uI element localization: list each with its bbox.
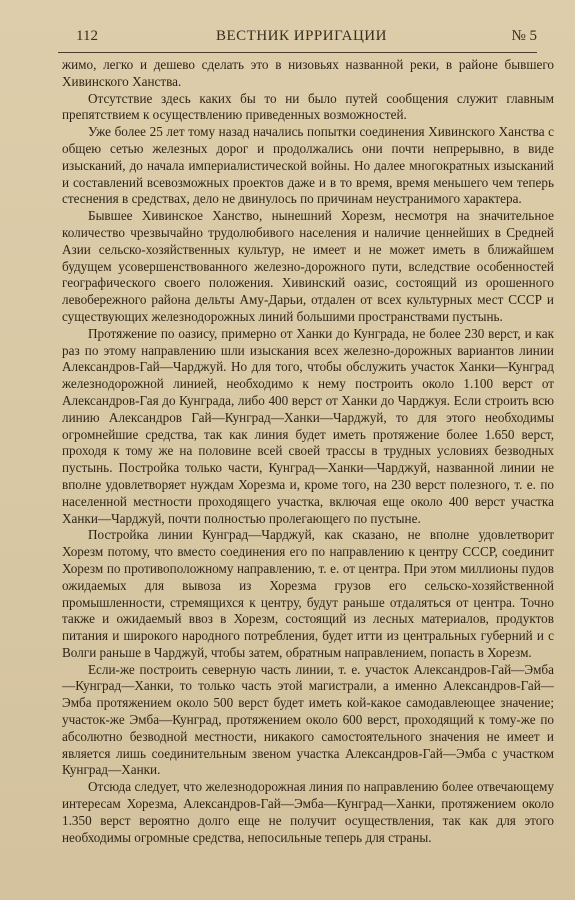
journal-title: ВЕСТНИК ИРРИГАЦИИ [216,28,387,44]
issue-number: № 5 [511,28,537,44]
running-header [58,28,545,50]
paragraph-continuation: жимо, легко и дешево сделать это в низовьях названной реки, в районе бывшего Хивинского Ханства. [62,57,554,89]
paragraph: Протяжение по оазису, примерно от Ханки до Кунграда, не более 230 верст, и как раз по этому направлению шли изыскания всех железно-дорожных вариантов линии Александров-Гай—Чарджуй. Но для того, чтобы обслужить участок Ханки—Кунград железнодорожной линией, необходимо к нему построить около 1.100 верст от Александров-Гая до Кунграда, либо 400 верст от Ханки до Чарджуя. Если строить всю линию Александров Гай—Кунград—Ханки—Чарджуй, то для этого необходимы огромнейшие средства, так как линия будет иметь протяжение более 1.650 верст, проходя к тому же на половине всей своей трассы в трудных условиях безводных пустынь. Постройка только части, Кунград—Ханки—Чарджуй, названной линии не вполне удовлетворяет нуждам Хорезма и, кроме того, на 230 верст полезного, т. е. по населенной местности проходящего участка, включая еще около 400 верст участка Ханки—Чарджуй, почти полностью пролегающего по пустыне. [62,325,554,526]
paragraph: Отсюда следует, что железнодорожная линия по направлению более отвечающему интересам Хорезма, Александров-Гай—Эмба—Кунград—Ханки, протяжением около 1.350 верст вероятно долго еще не получит осуществления, так как для этого необходимы огромные средства, непосильные теперь для страны. [62,779,554,845]
paragraph: Постройка линии Кунград—Чарджуй, как сказано, не вполне удовлетворит Хорезм потому, что вместо соединения его по направлению к центру СССР, соединит Хорезм по противоположному направлению, т. е. от центра. При этом миллионы пудов ожидаемых для вывоза из Хорезма грузов его сельско-хозяйственной промышленности, стремящихся к центру, будут раньше отдаляться от центра. Точно также и ожидаемый ввоз в Хорезм, состоящий из лесных материалов, продуктов питания и широкого народного потребления, будет итти из центральных губерний и с Волги раньше в Чарджуй, чтобы затем, обратным направлением, попасть в Хорезм. [62,527,554,660]
page-number: 112 [76,28,98,44]
paragraph: Если-же построить северную часть линии, т. е. участок Александров-Гай—Эмба—Кунград—Ханки, то только часть этой магистрали, а именно Александров-Гай—Эмба протяжением около 500 верст будет иметь кой-какое самодавлеющее значение; участок-же Эмба—Кунград, протяжением около 600 верст, проходящий к тому-же по абсолютно безводной местности, никакого самостоятельного значения не имеет и является лишь соединительным звеном участка Александров-Гай—Эмба с участком Кунград—Ханки. [62,661,554,778]
paragraph: Отсутствие здесь каких бы то ни было путей сообщения служит главным препятствием к осуществлению приведенных возможностей. [62,90,554,123]
paragraph: Бывшее Хивинское Ханство, нынешний Хорезм, несмотря на значительное количество чрезвычайно трудолюбивого населения и наличие ценнейших в Средней Азии сельско-хозяйственных культур, не имеет и не может иметь в ближайшем будущем усовершенствованного железно-дорожного пути, вследствие особенностей географического своего положения. Хивинский оазис, состоящий из орошенного левобережного района дельты Аму-Дарьи, отдален от всех культурных мест СССР и существующих железнодорожных линий большими пространствами пустынь. [62,208,554,324]
article-body [62,57,554,846]
header-rule [58,52,537,53]
paragraph: Уже более 25 лет тому назад начались попытки соединения Хивинского Ханства с общею сетью железных дорог и продолжались они почти непрерывно, в виде изысканий, до начала империалистической войны. Но далее многократных изысканий и составлений всевозможных проектов даже и в то время, время меньшего чем теперь стеснения в средствах, дело не двинулось по причинам неустранимого характера. [62,124,554,207]
